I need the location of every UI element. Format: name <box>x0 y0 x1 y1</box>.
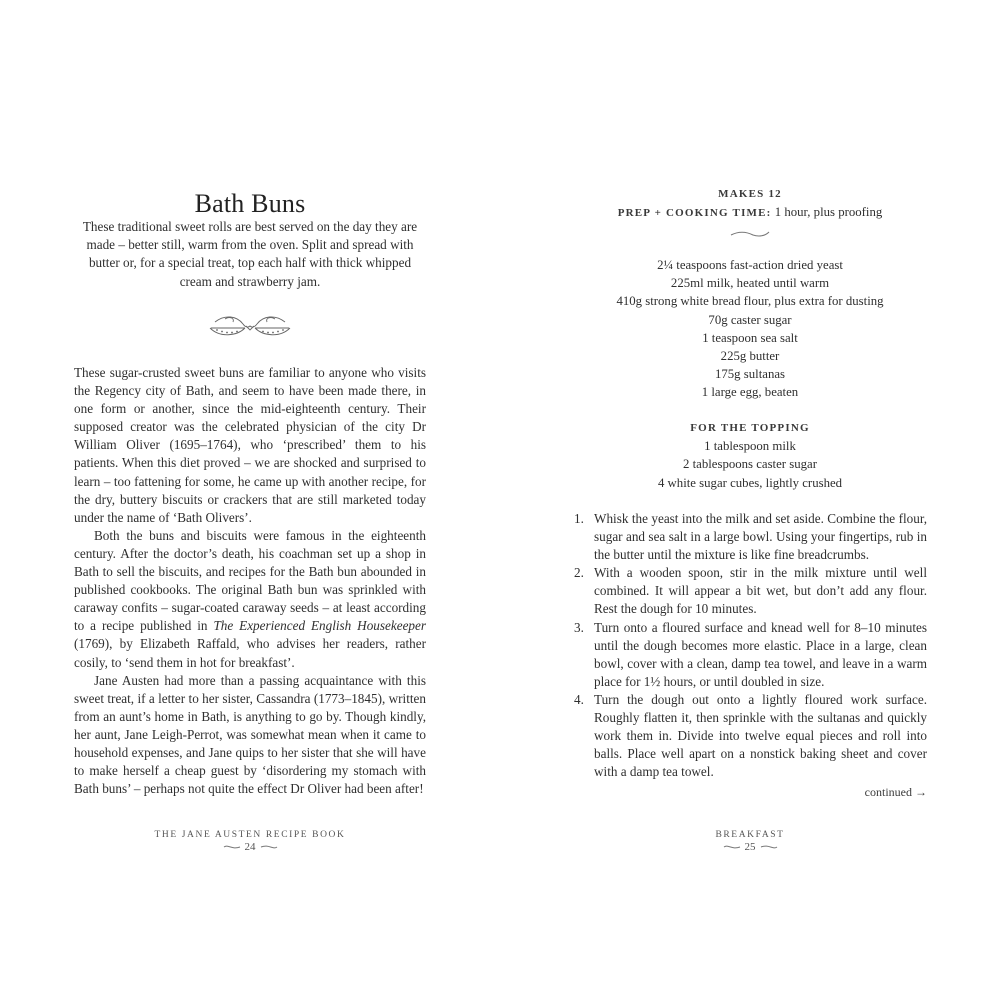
left-flourish-icon <box>723 844 741 850</box>
paragraph-2 <box>74 527 426 672</box>
paragraph-2-text: Both the buns and biscuits were famous in the eighteenth century. After the doctor’s death, his coachman set up a shop in Bath to sell the biscuits, and recipes for the Bath bun abounded in published cookbooks. The original Bath bun was sprinkled with caraway confits – sugar-coated caraway seeds – at least according to a recipe published in <box>74 527 426 634</box>
prep-value: 1 hour, plus proofing <box>771 205 883 219</box>
topping-section <box>574 419 926 492</box>
ingredients-list <box>574 256 926 402</box>
step-text: Whisk the yeast into the milk and set aside. Combine the flour, sugar and sea salt in a large bowl. Using your fingertips, rub in the butter until the mixture is like fine breadcrumbs. <box>594 511 927 563</box>
right-flourish-icon <box>760 844 778 850</box>
step-number: 3. <box>574 619 584 635</box>
paragraph-3: Jane Austen had more than a passing acquaintance with this sweet treat, if a letter to her sister, Cassandra (1773–1845), written from an aunt’s home in Bath, is anything to go by. Though kindly, her aunt, Jane Leigh-Perrot, was somewhat mean when it came to household expenses, and Jane quips to her sister that she will have to make herself a cheap guest by ‘disordering my stomach with Bath buns’ – perhaps not quite the effect Dr Oliver had been after! <box>74 672 426 797</box>
ingredient: 1 teaspoon sea salt <box>702 330 798 345</box>
ingredient: 225g butter <box>720 349 780 364</box>
step-text: Turn the dough out onto a lightly floured work surface. Roughly flatten it, then sprinkle with the sultanas and quickly work them in. Divide into twelve equal pieces and roll into balls. Place well apart on a nonstick baking sheet and cover with a damp tea towel. <box>594 691 927 780</box>
step-text: Turn onto a floured surface and knead well for 8–10 minutes until the dough becomes more elastic. Place in a large, clean bowl, cover with a clean, damp tea towel, and leave in a warm place for 1½ hours, or until doubled in size. <box>594 619 927 689</box>
ingredient: 175g sultanas <box>714 367 786 382</box>
page-number: 25 <box>744 841 756 853</box>
prep-time <box>574 203 926 222</box>
floral-ornament-icon <box>205 310 295 340</box>
page-number: 24 <box>244 841 256 853</box>
topping-heading: FOR THE TOPPING <box>690 422 810 434</box>
right-page <box>500 0 1000 1000</box>
history-text <box>74 364 426 798</box>
ingredient: 1 large egg, beaten <box>701 385 799 400</box>
left-footer <box>0 830 500 853</box>
recipe-intro: These traditional sweet rolls are best served on the day they are made – better still, warm from the oven. Split and spread with butter or, for a special treat, top each half with thick whipped cream and strawberry jam. <box>82 219 418 289</box>
squiggle-divider-icon <box>729 229 771 239</box>
recipe-meta <box>574 185 926 222</box>
paragraph-2-text-end: (1769), by Elizabeth Raffald, who advises her readers, rather cosily, to ‘send them in hot for breakfast’. <box>74 636 426 670</box>
step <box>574 619 927 691</box>
step <box>574 510 927 564</box>
step-number: 2. <box>574 565 584 581</box>
right-footer <box>500 830 1000 853</box>
method-steps <box>574 510 927 781</box>
ingredient: 70g caster sugar <box>708 312 792 327</box>
ingredient: 225ml milk, heated until warm <box>670 276 830 291</box>
running-head: BREAKFAST <box>715 830 785 840</box>
topping-item: 4 white sugar cubes, lightly crushed <box>657 475 843 490</box>
step-number: 1. <box>574 511 584 526</box>
recipe-title: Bath Buns <box>194 189 306 219</box>
right-flourish-icon <box>260 844 278 850</box>
paragraph-1: These sugar-crusted sweet buns are familiar to anyone who visits the Regency city of Bath, and seem to have been made there, in one form or another, since the mid-eighteenth century. Their supposed creator was the celebrated physician of the city Dr William Oliver (1695–1764), who ‘prescribed’ them to his patients. When this diet proved – we are shocked and surprised to learn – too fattening for some, he came up with another recipe, for the dry, buttery biscuits or crackers that are still marketed today under the name of ‘Bath Olivers’. <box>74 365 426 525</box>
ingredient: 2¼ teaspoons fast-action dried yeast <box>657 258 843 272</box>
step-text: With a wooden spoon, stir in the milk mixture until well combined. It will appear a bit wet, but don’t add any flour. Rest the dough for 10 minutes. <box>594 565 927 617</box>
yield: MAKES 12 <box>718 188 782 200</box>
continued-label: continued → <box>864 785 927 799</box>
page-number-row <box>500 841 1000 853</box>
topping-item: 2 tablespoons caster sugar <box>683 457 817 472</box>
book-title-italic: The Experienced English Housekeeper <box>213 618 427 634</box>
running-head: THE JANE AUSTEN RECIPE BOOK <box>154 830 346 840</box>
prep-label: PREP + COOKING TIME: <box>617 207 772 219</box>
step <box>574 564 927 618</box>
step-number: 4. <box>574 691 584 707</box>
topping-item: 1 tablespoon milk <box>704 439 796 454</box>
ingredient: 410g strong white bread flour, plus extra for dusting <box>616 294 884 309</box>
page-number-row <box>0 841 500 853</box>
left-flourish-icon <box>223 844 241 850</box>
step <box>574 691 927 781</box>
